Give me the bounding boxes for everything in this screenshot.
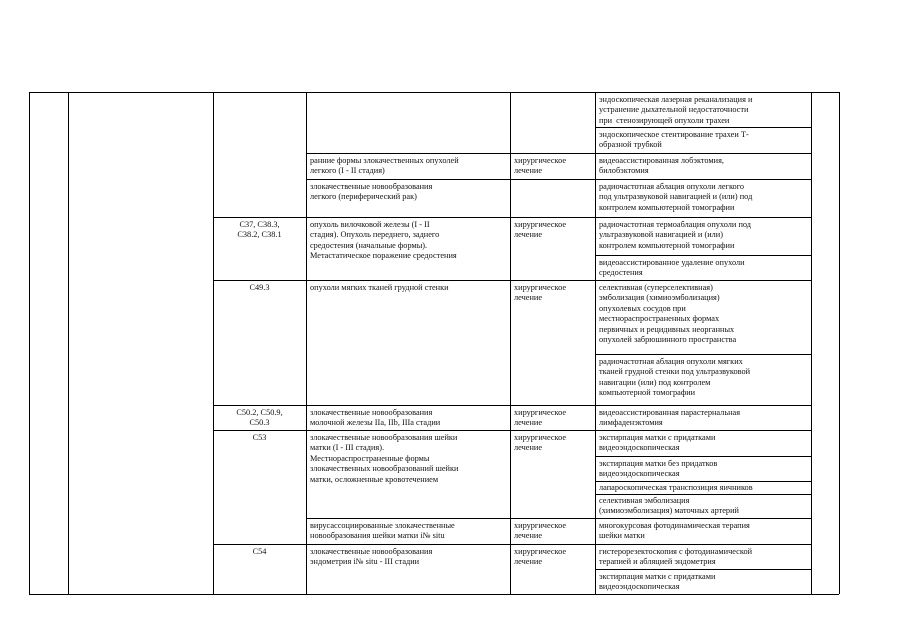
treatment-separator <box>595 456 811 457</box>
row-separator <box>213 430 811 431</box>
treatment-cell: радиочастотная аблация опухоли легкого под ультразвуковой навигацией и (или) под контролем компьютерной томографии <box>599 182 753 212</box>
model-cell: злокачественные новообразования шейки матки (I - III стадия). Местнораспространенные формы злокачественных новообразований шейки матки, осложненные кровотечением <box>310 433 459 484</box>
row-separator <box>306 153 811 154</box>
treatment-cell: лапароскопическая транспозиция яичников <box>599 483 753 492</box>
column-line <box>839 92 840 594</box>
row-separator <box>213 544 811 545</box>
treatment-cell: селективная (суперселективная) эмболизация (химиоэмболизация) опухолевых сосудов при местнораспространенных формах первичных и рецидивных неорганных опухолей забрюшинного пространства <box>599 283 737 345</box>
treatment-cell: экстирпация матки без придатков видеоэндоскопическая <box>599 459 718 479</box>
treatment-separator <box>595 127 811 128</box>
model-cell: опухоль вилочковой железы (I - II стадия). Опухоль переднего, заднего средостения (начальные формы). Метастатическое поражение средостения <box>310 220 457 261</box>
model-cell: злокачественные новообразования молочной железы IIa, IIb, IIIa стадии <box>310 408 441 428</box>
treatment-cell: многокурсовая фотодинамическая терапия шейки матки <box>599 521 750 541</box>
row-separator <box>213 280 811 281</box>
treatment-cell: эндоскопическое стентирование трахеи Т- образной трубкой <box>599 130 749 150</box>
column-line <box>29 92 30 594</box>
model-cell: ранние формы злокачественных опухолей легкого (I - II стадия) <box>310 156 459 176</box>
treatment-cell: радиочастотная аблация опухоли мягких тканей грудной стенки под ультразвуковой навигации (или) под контролем компьютерной томографии <box>599 357 751 398</box>
treatment-type-cell: хирургическое лечение <box>514 220 567 240</box>
treatment-separator <box>595 255 811 256</box>
column-line <box>213 92 214 594</box>
treatment-type-cell: хирургическое лечение <box>514 521 567 541</box>
treatment-type-cell: хирургическое лечение <box>514 283 567 303</box>
treatment-separator <box>595 569 811 570</box>
icd-code-cell: C49.3 <box>249 283 270 292</box>
icd-code-cell: C50.2, C50.9, C50.3 <box>236 408 283 428</box>
model-cell: злокачественные новообразования эндометрия i№ situ - III стадии <box>310 547 433 567</box>
treatment-type-cell: хирургическое лечение <box>514 547 567 567</box>
icd-code-cell: C37, C38.3, C38.2, C38.1 <box>237 220 282 240</box>
treatment-separator <box>595 354 811 355</box>
icd-code-cell: C53 <box>252 433 267 442</box>
column-line <box>68 92 69 594</box>
treatment-cell: экстирпация матки с придатками видеоэндоскопическая <box>599 433 716 453</box>
treatment-cell: экстирпация матки с придатками видеоэндоскопическая <box>599 572 716 592</box>
treatment-cell: гистерорезектоскопия с фотодинамической терапией и абляцией эндометрия <box>599 547 753 567</box>
treatment-type-cell: хирургическое лечение <box>514 408 567 428</box>
icd-code-cell: C54 <box>252 547 267 556</box>
column-line <box>811 92 812 594</box>
treatment-cell: видеоассистированное удаление опухоли средостения <box>599 258 745 278</box>
treatment-cell: видеоассистированная парастернальная лимфаденэктомия <box>599 408 741 428</box>
model-cell: опухоли мягких тканей грудной стенки <box>310 283 449 292</box>
table-top-border <box>29 92 839 93</box>
treatment-cell: радиочастотная термоаблация опухоли под ультразвуковой навигацией и (или) контролем компьютерной томографии <box>599 220 752 250</box>
table-bottom-border <box>29 594 839 595</box>
treatment-type-cell: хирургическое лечение <box>514 433 567 453</box>
model-cell: злокачественные новообразования легкого (периферический рак) <box>310 182 433 202</box>
treatment-cell: видеоассистированная лобэктомия, билобэктомия <box>599 156 724 176</box>
treatment-separator <box>595 494 811 495</box>
treatment-type-cell: хирургическое лечение <box>514 156 567 176</box>
treatment-separator <box>595 481 811 482</box>
treatment-cell: эндоскопическая лазерная реканализация и устранение дыхательной недостаточности при стенозирующей опухоли трахеи <box>599 95 753 125</box>
row-separator <box>213 217 811 218</box>
treatment-cell: селективная эмболизация (химиоэмболизация) маточных артерий <box>599 496 739 516</box>
row-separator <box>306 179 811 180</box>
row-separator <box>306 518 811 519</box>
model-cell: вирусассоциированные злокачественные новообразования шейки матки i№ situ <box>310 521 455 541</box>
row-separator <box>213 405 811 406</box>
